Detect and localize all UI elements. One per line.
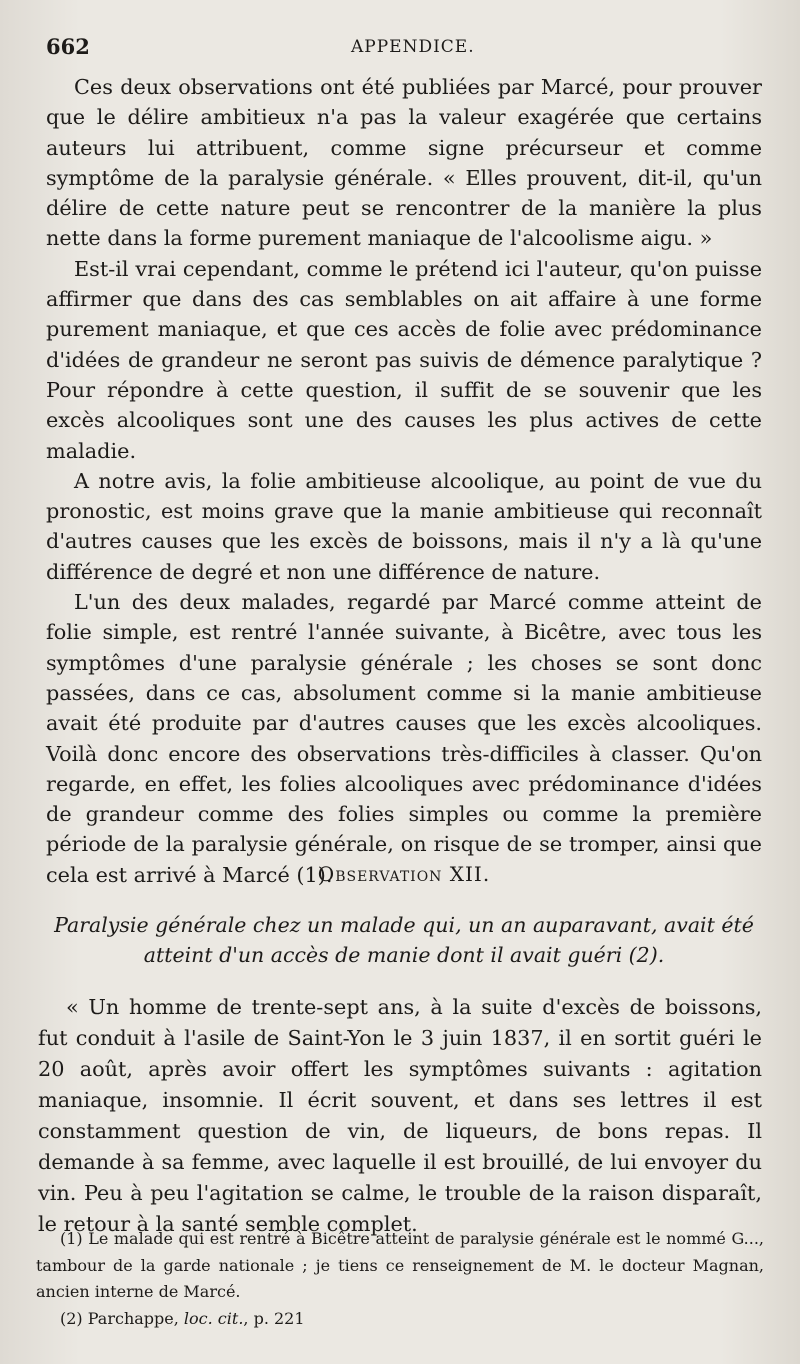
paragraph: « Un homme de trente-sept ans, à la suite d'excès de boissons, fut conduit à l'asile de Saint-Yon le 3 juin 1837, il en sortit guéri le 20 août, après avoir offert les symptômes suivants : agitation maniaque, insomnie. Il écrit souvent, et dans ses lettres il est constamment question de vin, de liqueurs, de bons repas. Il demande à sa femme, avec laquelle il est brouillé, de lui envoyer du vin. Peu à peu l'agitation se calme, le trouble de la raison disparaît, le retour à la santé semble complet. xyxy=(38,995,762,1236)
page-header xyxy=(46,34,766,66)
footnote-2-suffix: , p. 221 xyxy=(243,1308,305,1328)
paragraph: L'un des deux malades, regardé par Marcé comme atteint de folie simple, est rentré l'année suivante, à Bicêtre, avec tous les symptômes d'une paralysie générale ; les choses se sont donc passées, dans ce cas, absolument comme si la manie ambitieuse avait été produite par d'autres causes que les excès alcooliques. Voilà donc encore des observations très-difficiles à classer. Qu'on regarde, en effet, les folies alcooliques avec prédominance d'idées de grandeur comme des folies simples ou comme la première période de la paralysie générale, on risque de se tromper, ainsi que cela est arrivé à Marcé (1). xyxy=(46,590,762,887)
paragraph: A notre avis, la folie ambitieuse alcoolique, au point de vue du pronostic, est moins grave que la manie ambitieuse qui reconnaît d'autres causes que les excès de boissons, mais il n'y a là qu'une différence de degré et non une différence de nature. xyxy=(46,468,762,584)
running-head: APPENDICE. xyxy=(351,37,475,57)
paragraph: Ces deux observations ont été publiées par Marcé, pour prouver que le délire ambitieux n'a pas la valeur exagérée que certains auteurs lui attribuent, comme signe précurseur et comme symptôme de la paralysie générale. « Elles prouvent, dit-il, qu'un délire de cette nature peut se rencontrer de la manière la plus nette dans la forme purement maniaque de l'alcoolisme aigu. » xyxy=(46,75,762,251)
footnote-1: (1) Le malade qui est rentré à Bicêtre atteint de paralysie générale est le nommé G..., tambour de la garde nationale ; je tiens ce renseignement de M. le docteur Magnan, ancien interne de Marcé. xyxy=(36,1229,764,1301)
main-text xyxy=(46,72,762,890)
observation-text xyxy=(38,992,762,1240)
page-number: 662 xyxy=(46,34,90,59)
footnote-2-italic: loc. cit. xyxy=(183,1308,244,1328)
footnote-2 xyxy=(36,1306,764,1333)
footnotes xyxy=(36,1226,764,1332)
footnote-2-prefix: (2) Parchappe, xyxy=(60,1308,184,1328)
observation-subtitle: Paralysie générale chez un malade qui, un an auparavant, avait été atteint d'un accès de manie dont il avait guéri (2). xyxy=(54,913,754,967)
paragraph: Est-il vrai cependant, comme le prétend ici l'auteur, qu'on puisse affirmer que dans des cas semblables on ait affaire à une forme purement maniaque, et que ces accès de folie avec prédominance d'idées de grandeur ne seront pas suivis de démence paralytique ? Pour répondre à cette question, il suffit de se souvenir que les excès alcooliques sont une des causes les plus actives de cette maladie. xyxy=(46,256,762,463)
observation-title: Observation XII. xyxy=(317,862,491,886)
